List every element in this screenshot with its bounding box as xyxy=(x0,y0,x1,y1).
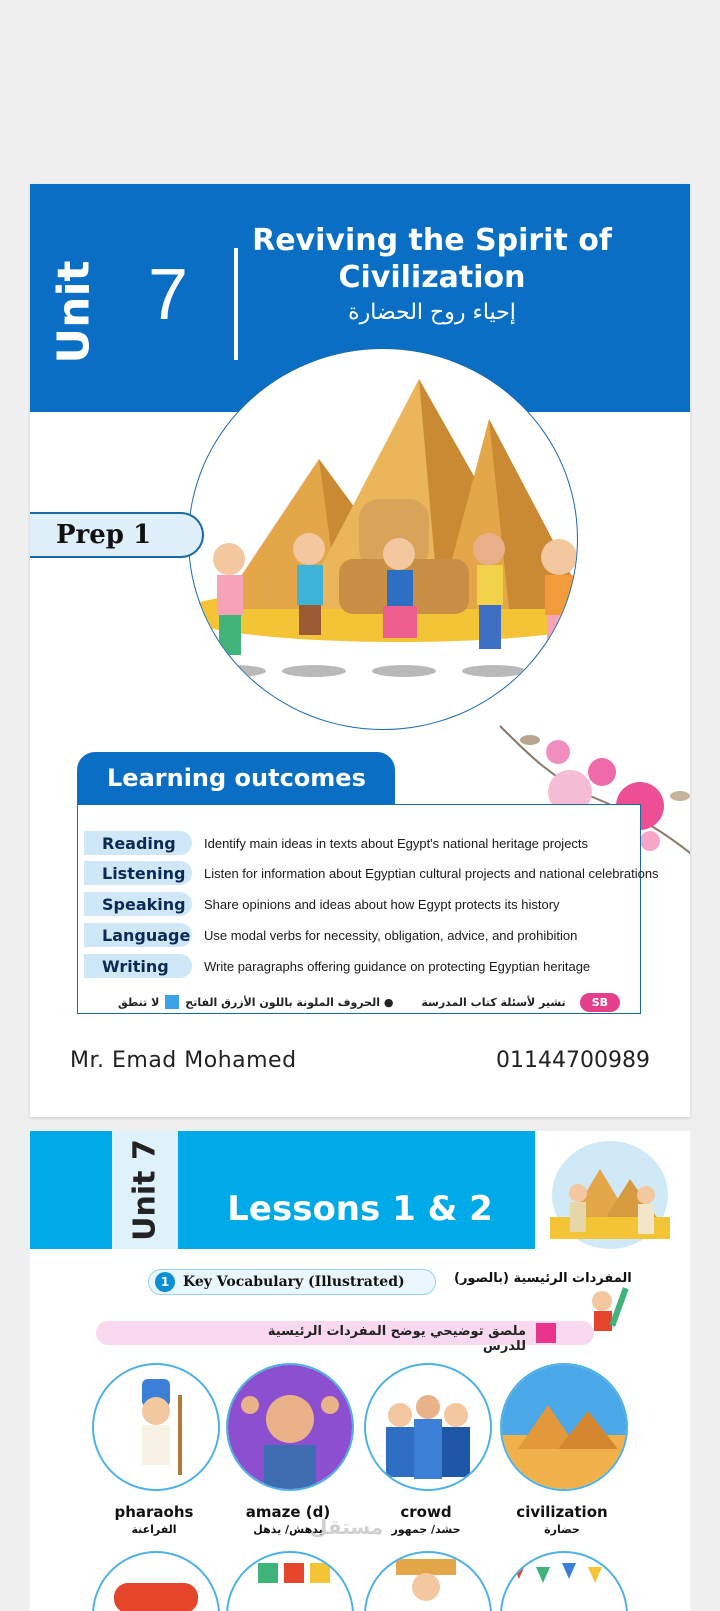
pyramids-illustration xyxy=(188,348,578,730)
teacher-name: Mr. Emad Mohamed xyxy=(70,1048,297,1073)
outcome-row-language xyxy=(84,923,577,947)
unit-number: 7 xyxy=(148,255,189,335)
learning-outcomes-title: Learning outcomes xyxy=(77,752,395,804)
outcome-skill-label: Listening xyxy=(84,861,192,885)
outcome-row-listening xyxy=(84,861,659,885)
car-image xyxy=(92,1551,220,1611)
poster-instruction-text: ملصق توضيحي يوضح المفردات الرئيسية للدرس xyxy=(267,1324,526,1354)
lesson-page xyxy=(30,1131,690,1611)
outcome-row-reading xyxy=(84,831,588,855)
legend-sb-text: تشير لأسئلة كتاب المدرسة xyxy=(421,996,566,1009)
pyramids-thumbnail-image xyxy=(550,1139,670,1251)
celebration-image xyxy=(500,1551,628,1611)
section-number: 1 xyxy=(155,1272,175,1292)
outcome-skill-label: Reading xyxy=(84,831,192,855)
vocab-card-civilization xyxy=(500,1363,624,1536)
pink-square-icon xyxy=(536,1323,556,1343)
desert-pyramids-image xyxy=(500,1363,628,1491)
outcome-description: Write paragraphs offering guidance on protecting Egyptian heritage xyxy=(204,958,591,974)
legend-letters-text: ● الحروف الملونة باللون الأزرق الفاتح xyxy=(185,995,394,1009)
pharaoh-image xyxy=(92,1363,220,1491)
outcome-description: Listen for information about Egyptian cultural projects and national celebrations xyxy=(204,865,659,881)
outcome-description: Identify main ideas in texts about Egypt's national heritage projects xyxy=(204,835,589,851)
learning-outcomes-box xyxy=(77,804,659,1014)
legend-sb-questions xyxy=(421,993,620,1012)
mostaql-watermark: مستقل xyxy=(310,1515,384,1539)
key-vocabulary-heading xyxy=(148,1269,436,1295)
lessons-title: Lessons 1 & 2 xyxy=(227,1189,493,1229)
unit-cover-page xyxy=(30,184,690,1117)
prep-level-badge: Prep 1 xyxy=(30,512,204,558)
unit-title-english: Reviving the Spirit of Civilization xyxy=(252,223,612,295)
vocab-translation: حضارة xyxy=(544,1523,580,1536)
vocab-word: amaze (d) xyxy=(245,1503,331,1521)
outcome-skill-label: Language xyxy=(84,923,192,947)
key-vocabulary-title-arabic: المفردات الرئيسية (بالصور) xyxy=(454,1271,632,1286)
pyramids-sphinx-children-image xyxy=(189,349,577,729)
explorer-image xyxy=(364,1551,492,1611)
vocab-word: crowd xyxy=(400,1503,452,1521)
unit-word: Unit xyxy=(48,260,100,364)
teacher-phone: 01144700989 xyxy=(496,1048,650,1073)
key-vocabulary-title: Key Vocabulary (Illustrated) xyxy=(183,1274,405,1290)
light-blue-square-icon xyxy=(165,995,179,1009)
crowd-image xyxy=(364,1363,492,1491)
outcome-description: Use modal verbs for necessity, obligation, advice, and prohibition xyxy=(204,927,578,943)
amazed-man-image xyxy=(226,1363,354,1491)
vocab-word: civilization xyxy=(516,1503,608,1521)
outcome-row-writing xyxy=(84,954,590,978)
vocab-translation: حشد/ جمهور xyxy=(391,1523,461,1536)
unit-title-arabic: إحياء روح الحضارة xyxy=(348,300,516,325)
outcome-skill-label: Speaking xyxy=(84,892,192,916)
vocab-card-crowd xyxy=(364,1363,488,1536)
outcome-skill-label: Writing xyxy=(84,954,192,978)
vocab-card-amaze xyxy=(226,1363,350,1536)
museum-image xyxy=(226,1551,354,1611)
unit-label-vertical: Unit 7 xyxy=(127,1139,163,1241)
sb-badge: SB xyxy=(580,993,620,1012)
vocab-word: pharaohs xyxy=(114,1503,194,1521)
header-divider xyxy=(234,248,238,360)
legend-light-blue-letters xyxy=(118,995,393,1009)
outcome-description: Share opinions and ideas about how Egypt protects its history xyxy=(204,896,560,912)
vocab-translation: الفراعنة xyxy=(131,1523,177,1536)
vocab-translation: يدهش/ يذهل xyxy=(253,1523,323,1536)
vocab-card-pharaohs xyxy=(92,1363,216,1536)
outcome-row-speaking xyxy=(84,892,560,916)
legend-silent-text: لا تنطق xyxy=(118,995,160,1009)
